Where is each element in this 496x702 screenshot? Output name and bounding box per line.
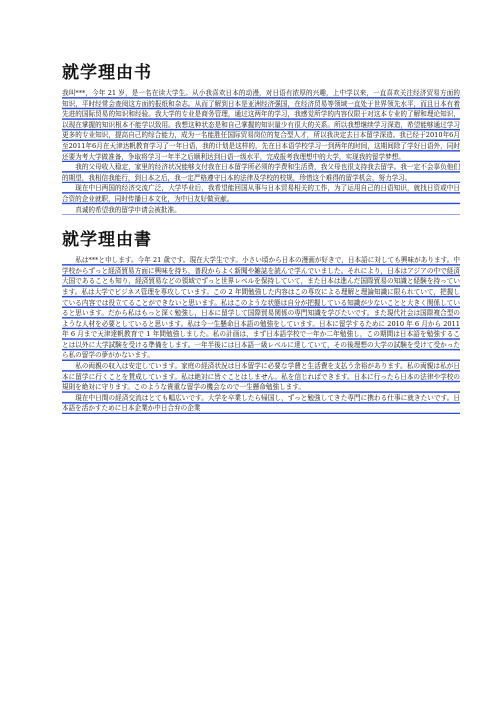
chinese-paragraph-1: 我叫***，今年 21 岁，是一名在读大学生。从小我喜欢日本的动漫，对日语有浓厚的兴趣，上中学以来，一直喜欢关注经济贸易方面的知识，平时经常会查阅这方面的报纸和杂志。从而了解到日本是亚洲经济强国，在经济贸易等领域一直处于世界领先水平，而且日本有着先进的国际贸易的知识和经验。我大学的专业是商务管理，通过这两年的学习，我感觉所学的内容仅限于对这本专业的了解和理论知识，以现在掌握的知识根本不能学以致用。我想这种状态是和自己掌握的知识量少有很大的关系。所以我想继续学习深造，希望能够通过学习更多的专业知识，提高自己的综合能力，成为一名能胜任国际贸易岗位的复合型人才，所以我决定去日本留学深造。我已经于2010年6月至2011年6月在天津达帆教育学习了一年日语，我的计划是这样的，先在日本语学校学习一到两年的时间，这期间除了学好日语外，同时还要为考大学做准备，争取将学习一年半之后顺利达到日语一级水平，完成报考我理想中的大学，实现我的留学梦想。 [62, 89, 460, 161]
japanese-paragraph-1: 私は***と申します。今年 21 歳です。現在大学生です。小さい頃から日本の漫画が好きで，日本語に対しても興味があります。中学校からずっと経済貿易方面に興味を持ち，普段からよく新聞や雑誌を読んで学んでいました。それにより，日本はアジアの中で経済大国であることも知り，経済貿易などの領域でずっと世界レベルを保持していて，また日本は進んだ国際貿易の知識と経験を持っています。私は大学でビジネス管理を専攻しています。この 2 年間勉強した内容はこの専攻による理解と理論知識に限られていて，把握している内容では役立てることができないと思います。私はこのような状態は自分が把握している知識が少ないことと大きく関係していると思います。だから私はもっと深く勉強し，日本に留学して国際貿易関係の専門知識を学びたいです。また現代社会は国際複合型のような人材を必要としていると思います。私は今一生懸命日本語の勉強をしています。日本に留学するために 2010 年 6 月から 2011 年 6 月まで天津達帆教育で 1 年間勉強しました。私の計画は，まず日本語学校で一年か二年勉強し，この期間は日本語を勉強することは以外に大学試験を受ける準備をします。一年半後には日本語一級レベルに達していて，その後理想の大学の試験を受けて受かったら私の留学の夢がかないます。 [62, 256, 460, 360]
chinese-paragraph-4: 真诚的希望我的留学申请会被批准。 [62, 205, 460, 216]
japanese-title: 就学理由書 [62, 230, 152, 251]
japanese-paragraph-2: 私の両親の収入は安定しています。家庭の経済状況は日本留学に必要な学費と生活費を支払う余裕があります。私の両親は私が日本に留学に行くことを賛成しています。私は絶対に皆ぐことはしません。私を信じればできます。日本に行ったら日本の法律や学校の規則を絶対に守ります。このような貴重な留学の機会なので一生懸命勉強します。 [62, 362, 460, 392]
chinese-title: 就学理由书 [62, 63, 152, 83]
chinese-paragraph-2: 我的父母收入稳定，家里的经济状况能够支付我在日本留学所必须的学费和生活费，我父母也很支持我去留学。我一定不会辜负他们的期望，我相信我能行，到日本之后，我一定严格遵守日本的法律及学校的校规，珍惜这个难得的留学机会，努力学习。 [62, 163, 460, 182]
japanese-paragraph-3: 現在中日間の経済交流はとても幅広いです。大学を卒業したら帰国し，ずっと勉強してきた専門に携わる仕事に就きたいです。日本語を活かすために日本企業か中日合弁の企業 [62, 393, 460, 413]
chinese-paragraph-3: 现在中日两国的经济交流广泛，大学毕业后，我希望能回国从事与日本贸易相关的工作，为了运用自己的日语知识，就找日资或中日合资的企业就职，同时传播日本文化，为中日友好做贡献。 [62, 184, 460, 203]
